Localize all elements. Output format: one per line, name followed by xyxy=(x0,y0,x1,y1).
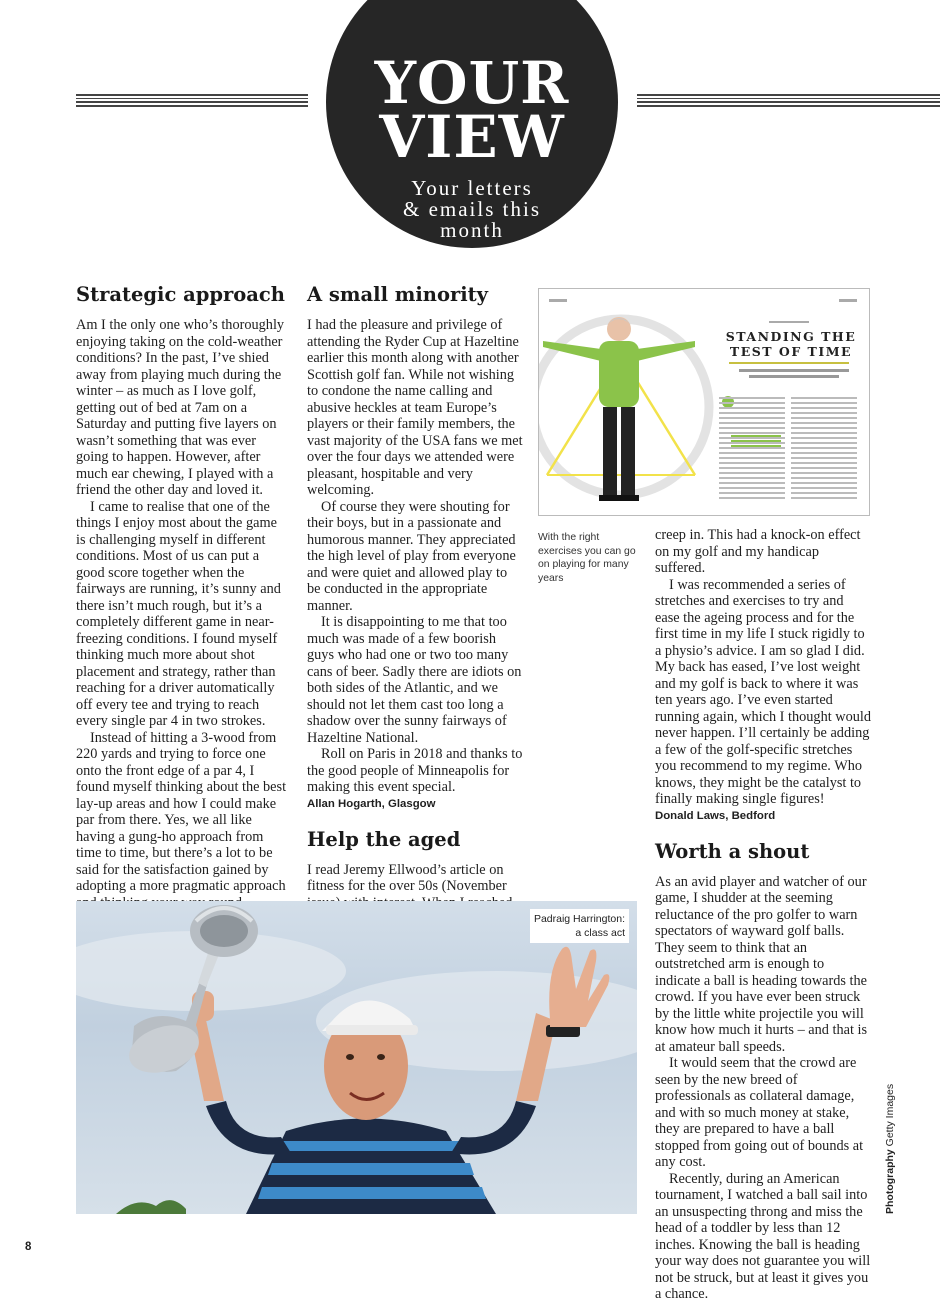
letter-paragraph: Recently, during an American tournament, I watched a ball sail into an unsuspecting throng and miss the head of a toddler by less than 12 inches. Knowing the ball is heading your way does not guarantee you will not be struck, but at least it gives you a chance. xyxy=(655,1170,871,1302)
letter-heading: A small minority xyxy=(307,283,489,306)
letter-paragraph: As an avid player and watcher of our game, I shudder at the seeming reluctance of the pro golfer to warn spectators of wayward golf balls. They seem to think that an outstretched arm is enough to indicate a ball is heading towards the crowd. If you have ever been struck by the little white projectile you will know how much it hurts – and that is at amateur ball speeds. xyxy=(655,873,868,1055)
photo-caption xyxy=(530,909,629,943)
photo-credit-label: Photography xyxy=(884,1149,896,1214)
letter-paragraph: creep in. This had a knock-on effect on my golf and my handicap suffered. xyxy=(655,527,861,576)
letter-paragraph: I came to realise that one of the things I enjoy most about the game is challenging myself in different conditions. Most of us can put a good score together when the fairways are running, it’s sunny and there isn’t much rough, but it’s a completely different game in near-freezing conditions. I found myself thinking much more about shot placement and strategy, rather than reaching for a driver automatically off every tee and trying to reach every single par 4 in two strokes. xyxy=(76,498,281,729)
subtitle-line2: & emails this xyxy=(403,197,541,221)
article-spread-image xyxy=(538,288,870,516)
letter-paragraph: I read Jeremy Ellwood’s article on fitness for the over 50s (November xyxy=(307,861,507,894)
photo-credit xyxy=(884,1084,896,1214)
photo-caption-line1: Padraig Harrington: xyxy=(533,913,625,925)
letter-strategic-approach xyxy=(76,283,290,927)
page-subtitle xyxy=(326,178,618,241)
spread-illustration xyxy=(539,289,869,515)
golfer-trophy-photo xyxy=(76,901,637,1214)
letter-paragraph: It is disappointing to me that too much was made of a few boorish guys who had one or two too many cans of beer. Sadly there are idiots on both sides of the Atlantic, and we should not let them cast too long a shadow over the sunny fairways of Hazeltine National. xyxy=(307,614,522,746)
letter-help-the-aged-continued xyxy=(655,527,871,1303)
letter-paragraph: I had the pleasure and privilege of attending the Ryder Cup at Hazeltine earlier this month along with another Scottish golf fan. While not wishing to condone the name calling and abusive heckles at team Europe’s players or their family members, the vast majority of the USA fans we met over the four days we attended were pleasant, hospitable and very welcoming. xyxy=(307,317,523,498)
photo-credit-value: Getty Images xyxy=(884,1083,896,1147)
page-title-line2: VIEW xyxy=(379,103,565,171)
header-rule-left xyxy=(76,94,308,106)
photo-caption-line2: a class act xyxy=(575,927,625,939)
subtitle-line1: Your letters xyxy=(411,176,533,200)
golfer-illustration xyxy=(76,901,637,1214)
letter-heading: Worth a shout xyxy=(655,839,810,863)
letter-signature: Donald Laws, Bedford xyxy=(655,809,776,822)
letter-signature: Allan Hogarth, Glasgow xyxy=(307,797,436,810)
subtitle-line3: month xyxy=(440,218,504,242)
letter-paragraph: Roll on Paris in 2018 and thanks to the good people of Minneapolis for making this event special. xyxy=(307,746,523,795)
spread-title-line2: TEST OF TIME xyxy=(729,344,853,359)
page-number: 8 xyxy=(25,1241,32,1253)
spread-title xyxy=(723,329,859,359)
spread-caption: With the right exercises you can go on playing for many years xyxy=(538,532,636,584)
letter-heading: Strategic approach xyxy=(76,283,285,306)
spread-title-line1: STANDING THE xyxy=(725,329,857,344)
page-title-line1: YOUR xyxy=(374,49,570,117)
letter-paragraph: Instead of hitting a 3-wood from 220 yards and trying to force one onto the front edge of a par 4, I found myself thinking about the best lay-up areas and how I could make par from there. Yes, we all like having a gung-ho approach from time to time, but there’s a lot to be said for the satisfaction gained by adopting a more pragmatic approach xyxy=(76,729,287,894)
letter-heading: Help the aged xyxy=(307,827,461,851)
letter-paragraph: It would seem that the crowd are seen by the new breed of professionals as collateral damage, and with so much money at stake, they are prepared to have a ball stopped from going out of bounds at any cost. xyxy=(655,1055,864,1170)
letter-paragraph: I was recommended a series of stretches and exercises to try and ease the ageing process and for the first time in my life I stuck rigidly to a physio’s advice. I am so glad I did. My back has eased, I’ve lost weight and my golf is back to where it was ten years ago. I’ve even started running again, which I thought would never happen. I’ll certainly be adding a few of the golf-specific stretches you recommend to my regime. Who knows, they might be the catalyst to finally making single figures! xyxy=(655,576,872,807)
letter-small-minority xyxy=(307,283,523,961)
header-rule-right xyxy=(637,94,940,106)
letter-paragraph: Am I the only one who’s thoroughly enjoying taking on the cold-weather conditions? In the past, I’ve shied away from playing much during the winter – as much as I love golf, getting out of bed at 7am on a Saturday and putting five layers on wasn’t something that was ever going to happen. However, after much ear chewing, I played with a friend the other day and loved it. xyxy=(76,317,285,498)
letter-paragraph: Of course they were shouting for their boys, but in a passionate and humorous manner. They appreciated the high level of play from everyone and were quiet and allowed play to be conducted in the appropriate manner. xyxy=(307,498,516,614)
title-badge xyxy=(326,0,618,248)
